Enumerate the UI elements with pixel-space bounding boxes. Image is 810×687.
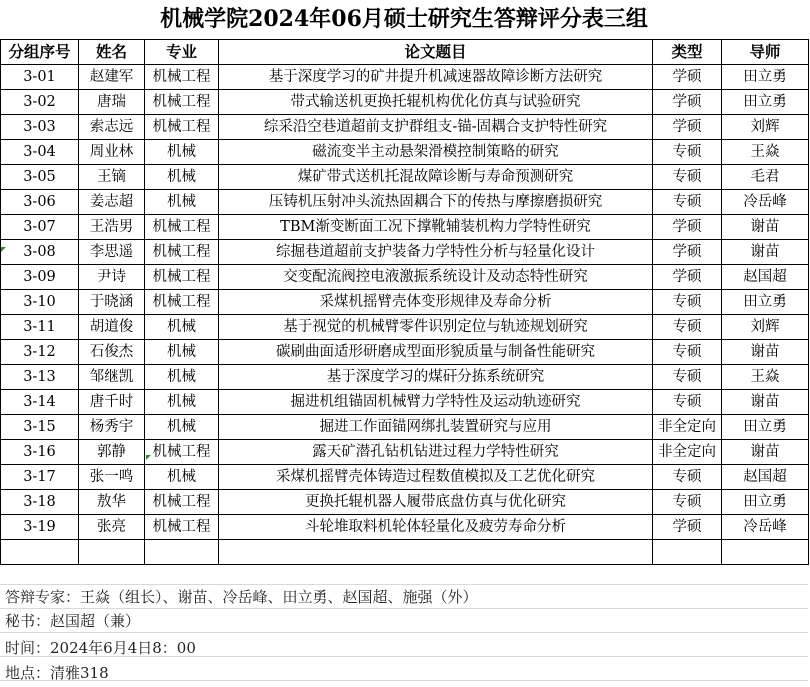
cell-name: 索志远 — [79, 115, 145, 140]
cell-major: 机械 — [145, 340, 219, 365]
cell-name: 李思遥 — [79, 240, 145, 265]
defense-schedule-table — [0, 39, 809, 565]
cell-advisor: 田立勇 — [722, 90, 809, 115]
cell-seq: 3-17 — [1, 465, 79, 490]
cell-major: 机械 — [145, 415, 219, 440]
cell-type: 专硕 — [653, 165, 722, 190]
cell-type: 专硕 — [653, 190, 722, 215]
cell-advisor: 赵国超 — [722, 265, 809, 290]
cell-advisor: 谢苗 — [722, 390, 809, 415]
cell-thesis: 基于深度学习的煤矸分拣系统研究 — [219, 365, 653, 390]
cell-seq: 3-04 — [1, 140, 79, 165]
table-row — [1, 490, 809, 515]
cell-type: 专硕 — [653, 290, 722, 315]
cell-advisor: 王焱 — [722, 365, 809, 390]
cell-advisor: 王焱 — [722, 140, 809, 165]
table-row — [1, 265, 809, 290]
cell-advisor: 田立勇 — [722, 415, 809, 440]
table-row — [1, 465, 809, 490]
cell-major: 机械工程 — [145, 240, 219, 265]
empty-cell — [79, 540, 145, 565]
cell-name: 姜志超 — [79, 190, 145, 215]
cell-type: 学硕 — [653, 215, 722, 240]
cell-seq: 3-16 — [1, 440, 79, 465]
cell-major: 机械工程 — [145, 515, 219, 540]
location-note: 地点：清雅318 — [5, 664, 109, 682]
table-body — [1, 65, 809, 565]
cell-thesis: TBM渐变断面工况下撑靴辅装机构力学特性研究 — [219, 215, 653, 240]
cell-type: 学硕 — [653, 65, 722, 90]
cell-seq: 3-11 — [1, 315, 79, 340]
cell-name: 敖华 — [79, 490, 145, 515]
cell-name: 尹诗 — [79, 265, 145, 290]
secretary-note: 秘书：赵国超（兼） — [5, 612, 141, 630]
cell-name: 邹继凯 — [79, 365, 145, 390]
cell-thesis: 碳刷曲面适形研磨成型面形貌质量与制备性能研究 — [219, 340, 653, 365]
cell-name: 张亮 — [79, 515, 145, 540]
header-name: 姓名 — [79, 40, 145, 65]
table-row — [1, 390, 809, 415]
cell-name: 胡道俊 — [79, 315, 145, 340]
cell-major: 机械 — [145, 315, 219, 340]
table-row — [1, 140, 809, 165]
cell-advisor: 谢苗 — [722, 240, 809, 265]
cell-major: 机械工程 — [145, 65, 219, 90]
empty-cell — [219, 540, 653, 565]
cell-thesis: 基于深度学习的矿井提升机减速器故障诊断方法研究 — [219, 65, 653, 90]
cell-advisor: 刘辉 — [722, 115, 809, 140]
cell-type: 学硕 — [653, 240, 722, 265]
cell-name: 赵建军 — [79, 65, 145, 90]
cell-name: 唐瑞 — [79, 90, 145, 115]
cell-seq: 3-18 — [1, 490, 79, 515]
empty-cell — [653, 540, 722, 565]
cell-thesis: 磁流变半主动悬架滑模控制策略的研究 — [219, 140, 653, 165]
cell-seq: 3-15 — [1, 415, 79, 440]
cell-type: 专硕 — [653, 390, 722, 415]
cell-seq: 3-09 — [1, 265, 79, 290]
cell-type: 非全定向 — [653, 415, 722, 440]
cell-seq: 3-01 — [1, 65, 79, 90]
cell-major: 机械 — [145, 190, 219, 215]
cell-type: 学硕 — [653, 265, 722, 290]
table-row — [1, 190, 809, 215]
cell-seq: 3-19 — [1, 515, 79, 540]
table-row — [1, 65, 809, 90]
table-row — [1, 165, 809, 190]
table-row — [1, 340, 809, 365]
cell-thesis: 综掘巷道超前支护装备力学特性分析与轻量化设计 — [219, 240, 653, 265]
cell-seq: 3-05 — [1, 165, 79, 190]
cell-advisor: 田立勇 — [722, 65, 809, 90]
cell-advisor: 冷岳峰 — [722, 190, 809, 215]
cell-seq: 3-08 — [1, 240, 79, 265]
header-type: 类型 — [653, 40, 722, 65]
table-row — [1, 415, 809, 440]
cell-thesis: 综采沿空巷道超前支护群组支-锚-固耦合支护特性研究 — [219, 115, 653, 140]
cell-seq: 3-12 — [1, 340, 79, 365]
empty-cell — [722, 540, 809, 565]
cell-name: 张一鸣 — [79, 465, 145, 490]
cell-name: 周业林 — [79, 140, 145, 165]
table-row — [1, 365, 809, 390]
cell-type: 专硕 — [653, 465, 722, 490]
cell-major: 机械 — [145, 365, 219, 390]
cell-thesis: 采煤机摇臂壳体变形规律及寿命分析 — [219, 290, 653, 315]
cell-comment-marker — [1, 247, 6, 252]
cell-thesis: 采煤机摇臂壳体铸造过程数值模拟及工艺优化研究 — [219, 465, 653, 490]
cell-thesis: 带式输送机更换托辊机构优化仿真与试验研究 — [219, 90, 653, 115]
cell-advisor: 田立勇 — [722, 290, 809, 315]
cell-thesis: 基于视觉的机械臂零件识别定位与轨迹规划研究 — [219, 315, 653, 340]
cell-comment-marker — [146, 455, 151, 460]
cell-major: 机械工程 — [145, 490, 219, 515]
table-row — [1, 215, 809, 240]
cell-type: 学硕 — [653, 90, 722, 115]
cell-name: 唐千时 — [79, 390, 145, 415]
cell-type: 非全定向 — [653, 440, 722, 465]
cell-seq: 3-13 — [1, 365, 79, 390]
empty-row — [1, 540, 809, 565]
cell-major: 机械工程 — [145, 115, 219, 140]
cell-name: 郭静 — [79, 440, 145, 465]
header-major: 专业 — [145, 40, 219, 65]
cell-seq: 3-02 — [1, 90, 79, 115]
cell-seq: 3-07 — [1, 215, 79, 240]
cell-major: 机械 — [145, 390, 219, 415]
cell-type: 专硕 — [653, 340, 722, 365]
table-row — [1, 315, 809, 340]
cell-advisor: 赵国超 — [722, 465, 809, 490]
cell-major: 机械工程 — [145, 215, 219, 240]
cell-type: 专硕 — [653, 490, 722, 515]
empty-cell — [145, 540, 219, 565]
defense-experts-note: 答辩专家：王焱（组长）、谢苗、冷岳峰、田立勇、赵国超、施强（外） — [5, 588, 478, 606]
cell-type: 学硕 — [653, 515, 722, 540]
cell-type: 专硕 — [653, 365, 722, 390]
header-thesis: 论文题目 — [219, 40, 653, 65]
cell-major: 机械工程 — [145, 290, 219, 315]
cell-advisor: 谢苗 — [722, 215, 809, 240]
table-row — [1, 115, 809, 140]
cell-major: 机械 — [145, 465, 219, 490]
sheet-title: 机械学院2024年06月硕士研究生答辩评分表三组 — [160, 6, 648, 32]
cell-seq: 3-10 — [1, 290, 79, 315]
cell-advisor: 田立勇 — [722, 490, 809, 515]
cell-thesis: 煤矿带式送机托混故障诊断与寿命预测研究 — [219, 165, 653, 190]
cell-thesis: 更换托辊机器人履带底盘仿真与优化研究 — [219, 490, 653, 515]
cell-thesis: 露天矿潜孔钻机钻进过程力学特性研究 — [219, 440, 653, 465]
table-row — [1, 240, 809, 265]
cell-advisor: 谢苗 — [722, 440, 809, 465]
cell-seq: 3-06 — [1, 190, 79, 215]
table-row — [1, 515, 809, 540]
cell-name: 杨秀宇 — [79, 415, 145, 440]
table-row — [1, 90, 809, 115]
cell-thesis: 掘进机组锚固机械臂力学特性及运动轨迹研究 — [219, 390, 653, 415]
table-header-row — [1, 40, 809, 65]
cell-name: 王浩男 — [79, 215, 145, 240]
cell-major: 机械工程 — [145, 265, 219, 290]
cell-advisor: 毛君 — [722, 165, 809, 190]
table-row — [1, 290, 809, 315]
cell-thesis: 交变配流阀控电液激振系统设计及动态特性研究 — [219, 265, 653, 290]
table-row — [1, 440, 809, 465]
cell-major: 机械 — [145, 165, 219, 190]
cell-major: 机械工程 — [145, 90, 219, 115]
cell-seq: 3-03 — [1, 115, 79, 140]
header-seq: 分组序号 — [1, 40, 79, 65]
cell-advisor: 谢苗 — [722, 340, 809, 365]
cell-thesis: 斗轮堆取料机轮体轻量化及疲劳寿命分析 — [219, 515, 653, 540]
cell-type: 专硕 — [653, 140, 722, 165]
cell-type: 学硕 — [653, 115, 722, 140]
cell-major: 机械 — [145, 140, 219, 165]
cell-seq: 3-14 — [1, 390, 79, 415]
header-advisor: 导师 — [722, 40, 809, 65]
cell-thesis: 掘进工作面锚网绑扎装置研究与应用 — [219, 415, 653, 440]
cell-advisor: 冷岳峰 — [722, 515, 809, 540]
cell-thesis: 压铸机压射冲头流热固耦合下的传热与摩擦磨损研究 — [219, 190, 653, 215]
time-note: 时间：2024年6月4日8：00 — [5, 639, 196, 657]
empty-cell — [1, 540, 79, 565]
cell-name: 于晓涵 — [79, 290, 145, 315]
cell-advisor: 刘辉 — [722, 315, 809, 340]
cell-name: 石俊杰 — [79, 340, 145, 365]
cell-name: 王镝 — [79, 165, 145, 190]
cell-major: 机械工程 — [145, 440, 219, 465]
cell-type: 专硕 — [653, 315, 722, 340]
